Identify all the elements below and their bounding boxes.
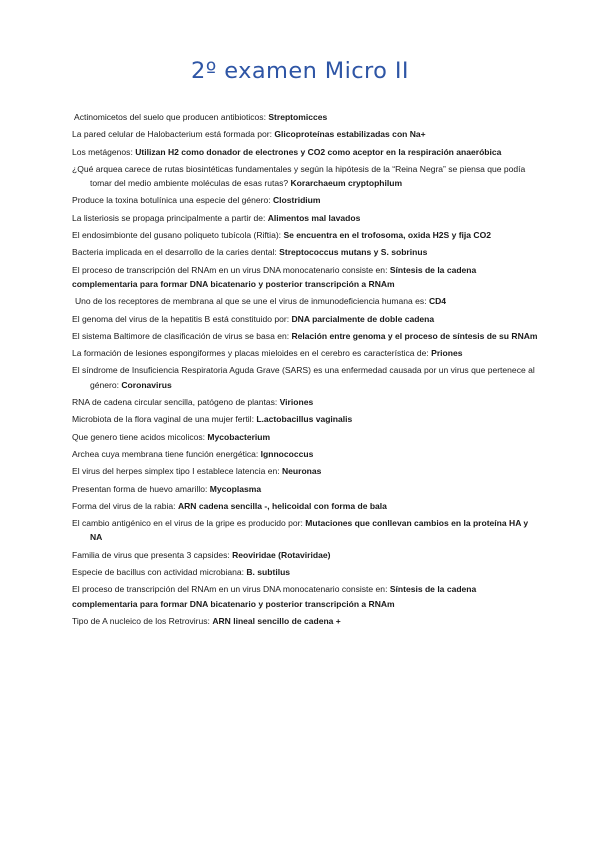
document-title: 2º examen Micro II (191, 58, 409, 84)
list-item (72, 193, 542, 207)
list-item (72, 516, 542, 545)
list-item (72, 499, 542, 513)
question-text: La pared celular de Halobacterium está formada por: (72, 129, 275, 140)
question-text: Uno de los receptores de membrana al que se une el virus de inmunodeficiencia humana es: (75, 296, 429, 307)
answer-text: B. subtilus (246, 567, 291, 578)
list-item (72, 245, 542, 259)
question-text: Familia de virus que presenta 3 capsides: (72, 549, 233, 560)
list-item (72, 412, 542, 426)
question-text: La listeriosis se propaga principalmente a partir de: (72, 212, 268, 223)
list-item (72, 329, 542, 343)
list-item (72, 228, 542, 242)
answer-text: DNA parcialmente de doble cadena (291, 313, 435, 324)
question-text: El síndrome de Insuficiencia Respiratoria Aguda Grave (SARS) es una enfermedad causada por un virus que pertenece al género: (72, 365, 535, 390)
question-text: Forma del virus de la rabia: (72, 500, 178, 511)
list-item (72, 211, 542, 225)
question-text: Actinomicetos del suelo que producen antibioticos: (74, 112, 269, 122)
question-text: El sistema Baltimore de clasificación de virus se basa en: (72, 330, 292, 341)
question-text: La formación de lesiones espongiformes y placas mieloides en el cerebro es característica de: (72, 348, 432, 359)
list-item (72, 447, 542, 461)
answer-text: Korarchaeum cryptophilum (290, 178, 403, 189)
answer-text: Síntesis de la cadena complementaria para formar DNA bicatenario y posterior transcripción a RNAm (72, 584, 477, 609)
answer-text: Coronavirus (121, 379, 172, 390)
question-text: Bacteria implicada en el desarrollo de la caries dental: (72, 247, 280, 258)
list-item (72, 127, 542, 141)
question-text: El proceso de transcripción del RNAm en un virus DNA monocatenario consiste en: (72, 584, 390, 595)
list-item (72, 263, 542, 292)
answer-text: Reoviridae (Rotaviridae) (232, 549, 331, 560)
question-text: El endosimbionte del gusano poliqueto tubícola (Riftia): (72, 230, 284, 241)
answer-text: Utilizan H2 como donador de electrones y CO2 como aceptor en la respiración anaeróbica (135, 146, 502, 157)
list-item (72, 294, 542, 308)
list-item (72, 565, 542, 579)
answer-text: Alimentos mal lavados (267, 212, 361, 223)
answer-text: Viriones (279, 397, 314, 408)
list-item (72, 548, 542, 562)
answer-text: Mycoplasma (209, 483, 262, 494)
question-text: Tipo de A nucleico de los Retrovirus: (72, 615, 213, 626)
answer-text: Streptococcus mutans y S. sobrinus (279, 247, 428, 258)
list-item (72, 582, 542, 611)
answer-text: Relación entre genoma y el proceso de síntesis de su RNAm (291, 330, 538, 341)
question-text: El proceso de transcripción del RNAm en un virus DNA monocatenario consiste en: (72, 264, 390, 275)
question-list (72, 110, 542, 631)
answer-text: Síntesis de la cadena complementaria para formar DNA bicatenario y posterior transcripción a RNAm (72, 264, 477, 289)
question-text: Archea cuya membrana tiene función energética: (72, 448, 261, 459)
question-text: El virus del herpes simplex tipo I establece latencia en: (72, 466, 282, 477)
question-text: Que genero tiene acidos micolicos: (72, 431, 208, 442)
question-text: Presentan forma de huevo amarillo: (72, 483, 210, 494)
question-text: Los metágenos: (72, 146, 136, 157)
answer-text: L.actobacillus vaginalis (256, 414, 353, 425)
answer-text: Ignnococcus (260, 448, 314, 459)
answer-text: ARN cadena sencilla -, helicoidal con forma de bala (177, 500, 387, 511)
answer-text: ARN lineal sencillo de cadena + (212, 615, 341, 626)
answer-text: Clostridium (273, 195, 321, 206)
list-item (72, 395, 542, 409)
question-text: ¿Qué arquea carece de rutas biosintéticas fundamentales y según la hipótesis de la “Reina Negra” se piensa que podía tomar del medio ambiente moléculas de esas rutas? (72, 163, 526, 189)
answer-text: Mycobacterium (207, 431, 271, 442)
question-text: Especie de bacillus con actividad microbiana: (72, 567, 247, 578)
list-item (72, 346, 542, 360)
answer-text: Mutaciones que conllevan cambios en la proteína HA y NA (90, 518, 529, 543)
question-text: El genoma del virus de la hepatitis B está constituido por: (72, 313, 292, 324)
list-item (72, 145, 542, 159)
list-item (72, 110, 542, 124)
answer-text: Priones (431, 348, 463, 359)
answer-text: Neuronas (281, 466, 322, 477)
list-item (72, 312, 542, 326)
list-item (72, 464, 542, 478)
list-item (72, 363, 542, 392)
answer-text: CD4 (428, 296, 447, 307)
list-item (72, 614, 542, 628)
question-text: Microbiota de la flora vaginal de una mujer fertil: (72, 414, 257, 425)
question-text: Produce la toxina botulínica una especie del género: (72, 195, 273, 206)
question-text: El cambio antigénico en el virus de la gripe es producido por: (72, 518, 306, 529)
answer-text: Glicoproteínas estabilizadas con Na+ (274, 129, 426, 140)
answer-text: Se encuentra en el trofosoma, oxida H2S y fija CO2 (283, 230, 492, 241)
list-item (72, 482, 542, 496)
list-item (72, 162, 542, 191)
question-text: RNA de cadena circular sencilla, patógeno de plantas: (72, 397, 280, 408)
answer-text: Streptomicces (268, 112, 328, 122)
list-item (72, 430, 542, 444)
